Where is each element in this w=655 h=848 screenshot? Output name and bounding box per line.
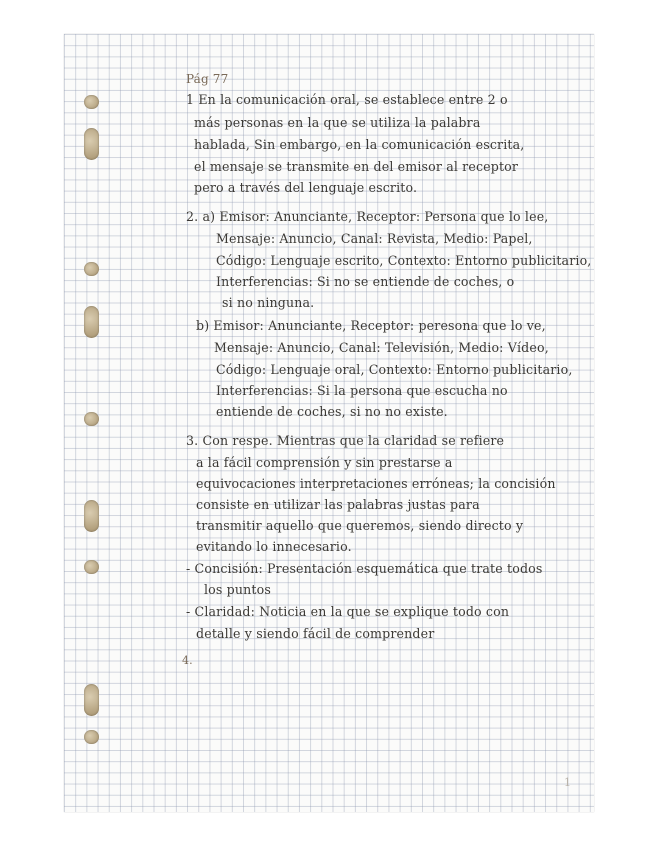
answer-2b-line: entiende de coches, si no no existe. — [216, 404, 448, 419]
answer-1-line: 1 En la comunicación oral, se establece entre 2 o — [186, 92, 508, 107]
answer-2a-line: 2. a) Emisor: Anunciante, Receptor: Persona que lo lee, — [186, 209, 549, 224]
answer-2a-line: Interferencias: Si no se entiende de coches, o — [216, 274, 515, 289]
answer-3-line: transmitir aquello que queremos, siendo directo y — [196, 518, 524, 533]
binder-hole — [84, 262, 99, 276]
binder-hole — [84, 560, 99, 574]
answer-1-line: hablada, Sin embargo, en la comunicación escrita, — [194, 137, 525, 152]
binder-hole — [84, 684, 99, 716]
answer-4-label: 4. — [182, 654, 193, 667]
answer-3-line: 3. Con respe. Mientras que la claridad se refiere — [186, 433, 505, 448]
answer-3-line: consiste en utilizar las palabras justas para — [196, 497, 480, 512]
page-reference: Pág 77 — [186, 72, 229, 86]
binder-hole — [84, 412, 99, 426]
answer-2b-line: Código: Lenguaje oral, Contexto: Entorno publicitario, — [216, 362, 573, 377]
answer-3-line: - Concisión: Presentación esquemática que trate todos — [186, 561, 543, 576]
answer-2b-line: Interferencias: Si la persona que escucha no — [216, 383, 508, 398]
answer-3-line: detalle y siendo fácil de comprender — [196, 626, 435, 641]
binder-hole — [84, 306, 99, 338]
answer-1-line: el mensaje se transmite en del emisor al receptor — [194, 159, 519, 174]
answer-2b-line: Mensaje: Anuncio, Canal: Televisión, Medio: Vídeo, — [214, 340, 549, 355]
answer-3-line: los puntos — [204, 582, 271, 597]
answer-2b-line: b) Emisor: Anunciante, Receptor: peresona que lo ve, — [196, 318, 546, 333]
page-corner-number: 1 — [564, 776, 572, 789]
binder-hole — [84, 730, 99, 744]
binder-hole — [84, 128, 99, 160]
binder-hole — [84, 95, 99, 109]
answer-3-line: a la fácil comprensión y sin prestarse a — [196, 455, 453, 470]
answer-1-line: pero a través del lenguaje escrito. — [194, 180, 418, 195]
answer-3-line: equivocaciones interpretaciones erróneas; la concisión — [196, 476, 556, 491]
answer-3-line: - Claridad: Noticia en la que se explique todo con — [186, 604, 510, 619]
answer-1-line: más personas en la que se utiliza la palabra — [194, 115, 481, 130]
answer-2a-line: Mensaje: Anuncio, Canal: Revista, Medio: Papel, — [216, 231, 533, 246]
answer-3-line: evitando lo innecesario. — [196, 539, 352, 554]
binder-hole — [84, 500, 99, 532]
answer-2a-line: si no ninguna. — [222, 295, 315, 310]
answer-2a-line: Código: Lenguaje escrito, Contexto: Entorno publicitario, — [216, 253, 592, 268]
